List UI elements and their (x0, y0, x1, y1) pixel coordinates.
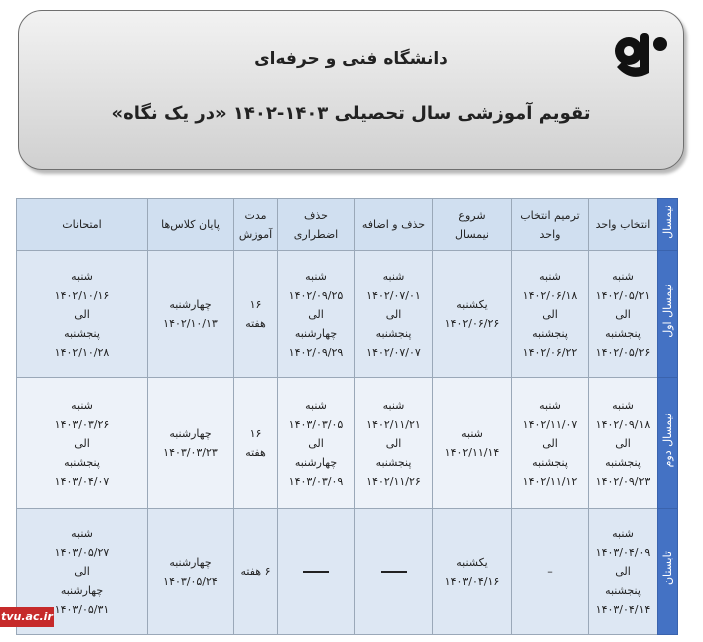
header-term-start: شروع نیمسال (433, 199, 512, 251)
study-duration-cell: ۱۶ هفته (234, 251, 278, 378)
university-name: دانشگاه فنی و حرفه‌ای (254, 49, 448, 69)
classes-end-cell: چهارشنبه ۱۴۰۳/۰۳/۲۳ (148, 378, 234, 509)
term-cell: نیمسال دوم (658, 378, 678, 509)
header-classes-end: پایان کلاس‌ها (148, 199, 234, 251)
exams-cell: شنبه ۱۴۰۳/۰۵/۲۷ الی چهارشنبه ۱۴۰۳/۰۵/۳۱ (17, 509, 148, 635)
site-watermark: tvu.ac.ir (0, 607, 54, 627)
academic-calendar-table (16, 198, 678, 635)
header-course-selection: انتخاب واحد (589, 199, 658, 251)
table-row (17, 251, 678, 378)
add-drop-cell: شنبه ۱۴۰۲/۱۱/۲۱ الی پنجشنبه ۱۴۰۲/۱۱/۲۶ (355, 378, 433, 509)
term-cell: تابستان (658, 509, 678, 635)
header-course-adjustment: ترمیم انتخاب واحد (512, 199, 589, 251)
header-term: نیمسال (658, 199, 678, 251)
emergency-drop-cell: شنبه ۱۴۰۳/۰۳/۰۵ الی چهارشنبه ۱۴۰۳/۰۳/۰۹ (278, 378, 355, 509)
course-adjustment-cell: شنبه ۱۴۰۲/۱۱/۰۷ الی پنجشنبه ۱۴۰۲/۱۱/۱۲ (512, 378, 589, 509)
table-header-row (17, 199, 678, 251)
title-banner (18, 10, 684, 170)
exams-cell: شنبه ۱۴۰۳/۰۳/۲۶ الی پنجشنبه ۱۴۰۳/۰۴/۰۷ (17, 378, 148, 509)
study-duration-cell: ۶ هفته (234, 509, 278, 635)
table-row (17, 509, 678, 635)
header-emergency-drop: حذف اضطراری (278, 199, 355, 251)
not-applicable-dash (303, 571, 329, 573)
exams-cell: شنبه ۱۴۰۲/۱۰/۱۶ الی پنجشنبه ۱۴۰۲/۱۰/۲۸ (17, 251, 148, 378)
header-exams: امتحانات (17, 199, 148, 251)
course-selection-cell: شنبه ۱۴۰۳/۰۴/۰۹ الی پنجشنبه ۱۴۰۳/۰۴/۱۴ (589, 509, 658, 635)
add-drop-cell (355, 509, 433, 635)
table-row (17, 378, 678, 509)
course-adjustment-cell: شنبه ۱۴۰۲/۰۶/۱۸ الی پنجشنبه ۱۴۰۲/۰۶/۲۲ (512, 251, 589, 378)
study-duration-cell: ۱۶ هفته (234, 378, 278, 509)
term-start-cell: شنبه ۱۴۰۲/۱۱/۱۴ (433, 378, 512, 509)
emergency-drop-cell (278, 509, 355, 635)
header-add-drop: حذف و اضافه (355, 199, 433, 251)
emergency-drop-cell: شنبه ۱۴۰۲/۰۹/۲۵ الی چهارشنبه ۱۴۰۲/۰۹/۲۹ (278, 251, 355, 378)
term-start-cell: یکشنبه ۱۴۰۳/۰۴/۱۶ (433, 509, 512, 635)
course-selection-cell: شنبه ۱۴۰۲/۰۹/۱۸ الی پنجشنبه ۱۴۰۲/۰۹/۲۳ (589, 378, 658, 509)
header-study-duration: مدت آموزش (234, 199, 278, 251)
classes-end-cell: چهارشنبه ۱۴۰۳/۰۵/۲۴ (148, 509, 234, 635)
term-start-cell: یکشنبه ۱۴۰۲/۰۶/۲۶ (433, 251, 512, 378)
classes-end-cell: چهارشنبه ۱۴۰۲/۱۰/۱۳ (148, 251, 234, 378)
not-applicable-dash (381, 571, 407, 573)
calendar-title: تقویم آموزشی سال تحصیلی ۱۴۰۳-۱۴۰۲ «در یک نگاه» (111, 103, 591, 124)
term-cell: نیمسال اول (658, 251, 678, 378)
course-adjustment-cell: – (512, 509, 589, 635)
add-drop-cell: شنبه ۱۴۰۲/۰۷/۰۱ الی پنجشنبه ۱۴۰۲/۰۷/۰۷ (355, 251, 433, 378)
course-selection-cell: شنبه ۱۴۰۲/۰۵/۲۱ الی پنجشنبه ۱۴۰۲/۰۵/۲۶ (589, 251, 658, 378)
